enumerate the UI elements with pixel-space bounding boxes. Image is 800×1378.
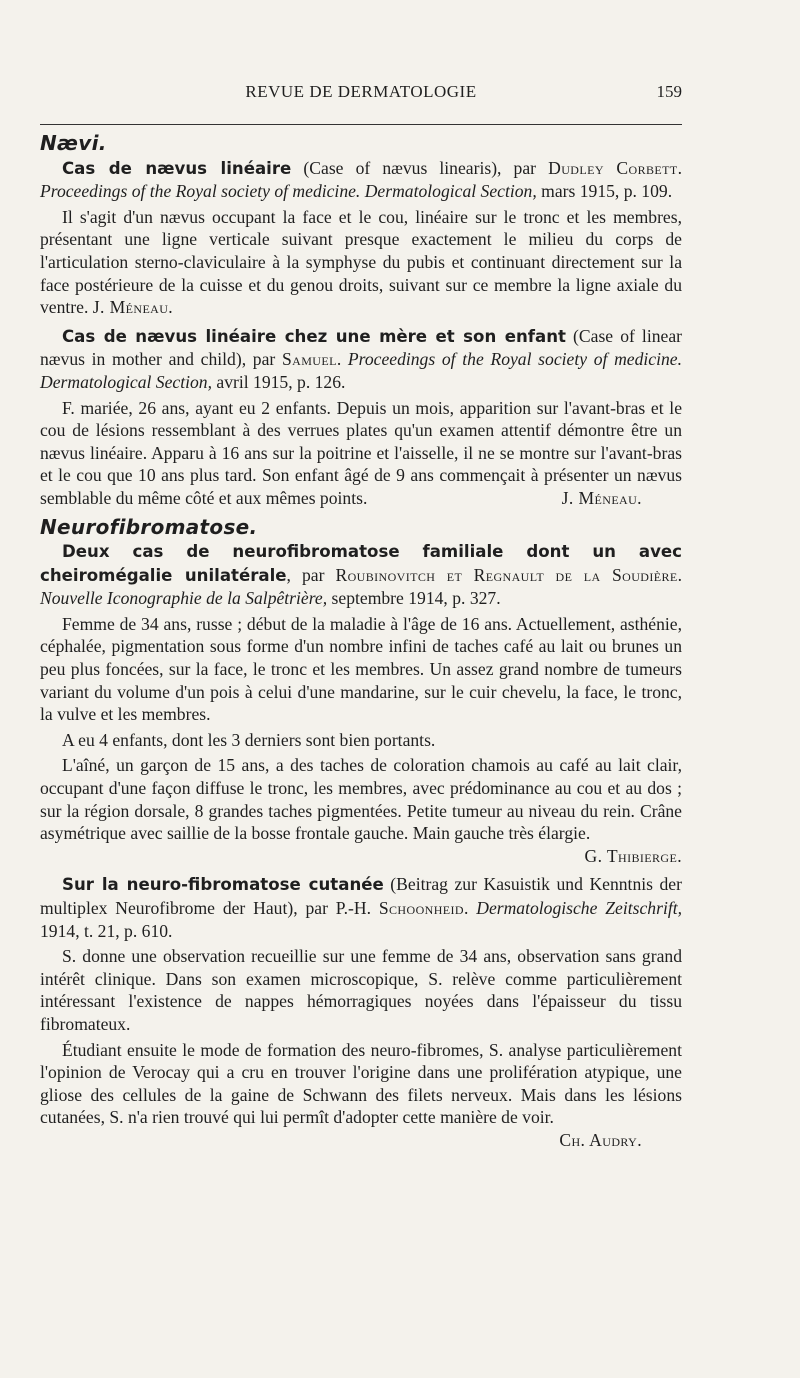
entry-summary — [40, 397, 682, 510]
summary-text: F. mariée, 26 ans, ayant eu 2 enfants. Depuis un mois, apparition sur l'avant-bras et le cou de lésions ressemblant à des verrues plates qu'un examen attentif démontre être un nævus linéaire. Apparu à 16 ans sur la poitrine et l'aisselle, il ne se montre sur l'avant-bras et le cou que 10 ans plus tard. Son enfant âgé de 9 ans commençait à présenter un nævus semblable du même côté et aux mêmes points. — [40, 397, 682, 508]
citation-text: septembre 1914, p. 327. — [327, 588, 501, 609]
reviewer-signature: J. Méneau. — [561, 487, 642, 508]
author-name: Roubinovitch et Regnault de la Soudière — [335, 564, 678, 585]
entry-citation — [40, 157, 682, 203]
entry-citation — [40, 873, 682, 942]
citation-text: , par — [286, 564, 336, 585]
citation-text: (Case of linear nævus in mother and child), par — [40, 325, 682, 370]
reviewer-signature: Ch. Audry. — [559, 1129, 642, 1150]
citation-text: . — [677, 157, 682, 178]
entry-title: Deux cas de neurofibromatose familiale dont un avec cheiromégalie unilatérale — [40, 542, 682, 585]
review-entry — [40, 157, 682, 319]
review-entry — [40, 325, 682, 510]
citation-text: . — [677, 564, 682, 585]
section-heading-neurofibromatose: Neurofibromatose. — [40, 514, 258, 539]
author-name: Samuel — [281, 349, 337, 370]
journal-name: Dermatologische Zeitschrift, — [476, 898, 683, 918]
entry-paragraph: S. donne une observation recueillie sur une femme de 34 ans, observation sans grand intérêt clinique. Dans son examen microscopique, S. relève comme particulièrement intéressant l'existence de nappes hémorragiques noyées dans l'épaisseur du tissu fibromateux. — [40, 946, 682, 1034]
paragraph-text: L'aîné, un garçon de 15 ans, a des taches de coloration chamois au café au lait clair, occupant d'une façon diffuse le tronc, les membres, avec prédominance au cou et au dos ; sur la région dorsale, 8 grandes taches pigmentées. Petite tumeur au niveau du rein. Crâne asymétrique avec saillie de la bosse frontale gauche. Main gauche très élargie. — [40, 755, 682, 844]
page-number: 159 — [656, 82, 682, 101]
entry-title: Cas de nævus linéaire — [62, 158, 292, 178]
entry-citation — [40, 325, 682, 394]
review-entry — [40, 540, 682, 867]
entry-citation — [40, 540, 682, 610]
review-entry — [40, 873, 682, 1151]
entry-title: Cas de nævus linéaire chez une mère et son enfant — [62, 326, 566, 346]
page-body — [40, 130, 682, 1152]
reviewer-signature: G. Thibierge. — [584, 845, 682, 866]
citation-text: 1914, t. 21, p. 610. — [40, 920, 173, 941]
running-header — [40, 82, 682, 108]
paragraph-text: Étudiant ensuite le mode de formation des neuro-fibromes, S. analyse particulièrement l'opinion de Verocay qui a cru en trouver l'origine dans une prolifération atypique, une gliose des cellules de la gaine de Schwann des filets nerveux. Mais dans les lésions cutanées, S. n'a rien trouvé qui lui permît d'adopter cette manière de voir. — [40, 1039, 682, 1128]
citation-text: (Case of nævus linearis), par — [291, 157, 549, 178]
summary-text: Il s'agit d'un nævus occupant la face et le cou, linéaire sur le tronc et les membres, présentant une ligne verticale suivant presque exactement le milieu du corps de l'articulation sterno-claviculaire à la symphyse du pubis et continuant directement sur la face postérieure de la cuisse et du genou droits, suivant sur ce membre la ligne axiale du ventre. — [40, 206, 682, 318]
section-heading-naevi: Nævi. — [40, 131, 107, 155]
entry-paragraph — [40, 1039, 682, 1150]
citation-text: . — [336, 349, 348, 370]
journal-name: Proceedings of the Royal society of medicine. Dermatological Section, — [40, 181, 537, 202]
citation-text: mars 1915, p. 109. — [536, 181, 673, 202]
reviewer-signature: J. Méneau. — [92, 297, 174, 318]
entry-summary — [40, 206, 682, 319]
entry-paragraph: Femme de 34 ans, russe ; début de la maladie à l'âge de 16 ans. Actuellement, asthénie, céphalée, pigmentation sous forme d'un nombre infini de taches café au lait ou brunes un peu plus foncées, sur la face, le tronc et les membres. Un assez grand nombre de tumeurs variant du volume d'un pois à celui d'une mandarine, sur le cuir chevelu, la face, le tronc, la vulve et les membres. — [40, 613, 682, 725]
running-title: REVUE DE DERMATOLOGIE — [245, 82, 477, 101]
author-name: Dudley Corbett — [548, 157, 678, 178]
citation-text: . — [463, 898, 477, 918]
entry-paragraph: A eu 4 enfants, dont les 3 derniers sont bien portants. — [62, 729, 436, 750]
journal-name: Proceedings of the Royal society of medicine. Dermatological Section, — [40, 349, 682, 392]
entry-paragraph — [40, 754, 682, 866]
citation-text: avril 1915, p. 126. — [212, 371, 346, 392]
citation-text: (Beitrag zur Kasuistik und Kenntnis der multiplex Neurofibrome der Haut), par P.-H. — [40, 874, 682, 918]
journal-name: Nouvelle Iconographie de la Salpêtrière, — [40, 588, 328, 609]
author-name: Schoonheid — [378, 898, 464, 918]
entry-title: Sur la neuro-fibromatose cutanée — [62, 875, 384, 895]
header-rule — [40, 124, 682, 125]
